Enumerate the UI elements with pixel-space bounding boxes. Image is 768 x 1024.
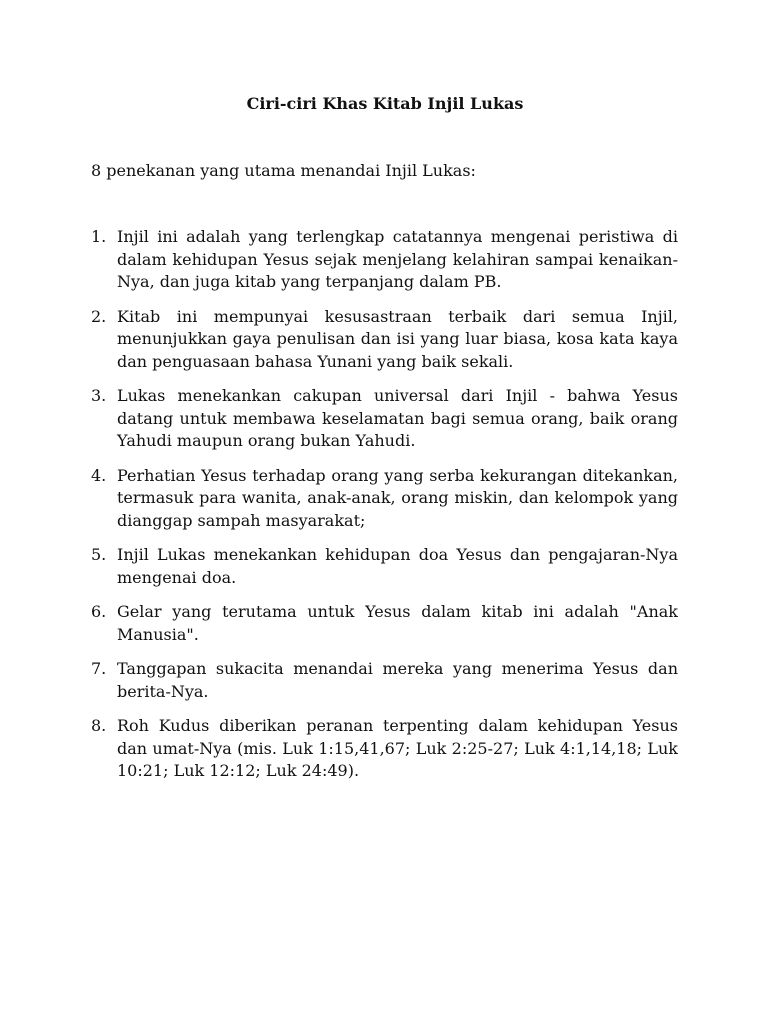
list-item-number: 5. [91,545,107,564]
document-title: Ciri-ciri Khas Kitab Injil Lukas [246,94,524,113]
list-item-text: Lukas menekankan cakupan universal dari Injil - bahwa Yesus datang untuk membawa keselamatan bagi semua orang, baik orang Yahudi maupun orang bukan Yahudi. [117,386,678,450]
list-item-number: 6. [91,602,107,621]
list-item-text: Injil Lukas menekankan kehidupan doa Yesus dan pengajaran-Nya mengenai doa. [117,545,678,587]
list-item-text: Injil ini adalah yang terlengkap catatannya mengenai peristiwa di dalam kehidupan Yesus sejak menjelang kelahiran sampai kenaikan-Nya, dan juga kitab yang terpanjang dalam PB. [117,227,678,291]
list-item-number: 7. [91,659,107,678]
list-item-number: 1. [91,227,107,246]
list-item [91,601,678,646]
intro-paragraph: 8 penekanan yang utama menandai Injil Lukas: [91,161,476,180]
numbered-list [91,226,678,795]
list-item-text: Perhatian Yesus terhadap orang yang serba kekurangan ditekankan, termasuk para wanita, anak-anak, orang miskin, dan kelompok yang dianggap sampah masyarakat; [117,465,678,530]
list-item-text: Tanggapan sukacita menandai mereka yang menerima Yesus dan berita-Nya. [117,659,678,701]
list-item [91,226,678,294]
list-item [91,465,678,533]
list-item [91,385,678,453]
list-item-number: 4. [91,465,107,485]
list-item-number: 8. [91,716,107,735]
list-item-text: Gelar yang terutama untuk Yesus dalam kitab ini adalah "Anak Manusia". [117,602,678,644]
list-item-number: 2. [91,306,107,326]
list-item [91,658,678,703]
list-item-number: 3. [91,386,107,405]
list-item [91,306,678,374]
list-item [91,715,678,783]
list-item-text: Kitab ini mempunyai kesusastraan terbaik dari semua Injil, menunjukkan gaya penulisan dan isi yang luar biasa, kosa kata kaya dan penguasaan bahasa Yunani yang baik sekali. [117,306,678,371]
list-item [91,544,678,589]
list-item-text: Roh Kudus diberikan peranan terpenting dalam kehidupan Yesus dan umat-Nya (mis. Luk 1:15,41,67; Luk 2:25-27; Luk 4:1,14,18; Luk 10:21; Luk 12:12; Luk 24:49). [117,716,678,780]
